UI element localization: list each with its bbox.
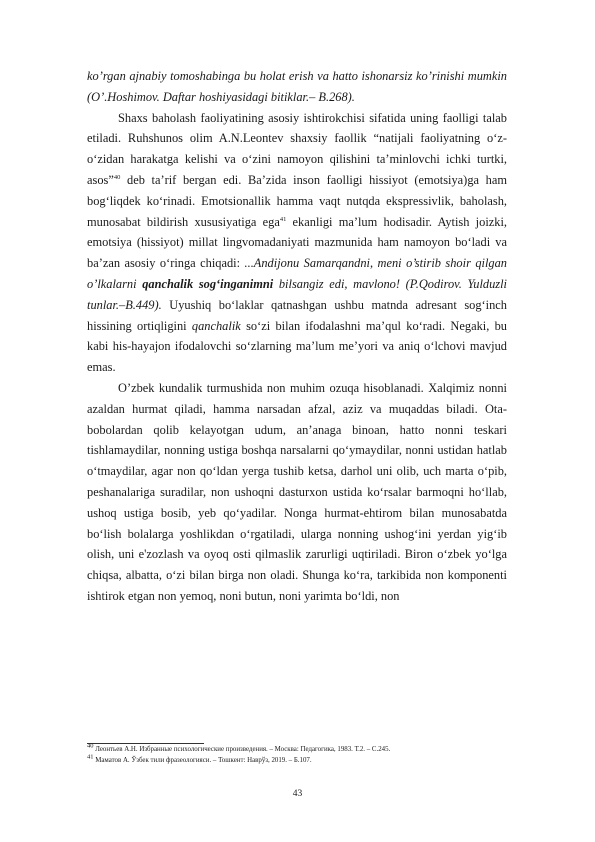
footnote-ref: 41 (279, 215, 287, 223)
text-run: so‘zi bilan ifodalashni ma’qul ko‘radi. Negaki, bu kabi his-hayajon ifodalovchi so‘zlarning ma’lum me’yori va aniq o‘lchovi mavjud emas. (87, 318, 507, 375)
footnote-ref: 40 (113, 173, 121, 181)
text-run: ekanligi ma’lum hodisadir. Aytish joizki, emotsiya (hissiyot) millat lingvomadaniyati mazmunida ham namoyon bo‘ladi va ba’zan asosiy o‘ringa chiqadi: (87, 214, 507, 271)
page-number: 43 (292, 789, 303, 799)
text-run: qanchalik sog‘inganimni (142, 276, 274, 291)
text-run: ...Andijonu Samarqandni, meni o’stirib shoir qilgan o’lkalarni (87, 256, 508, 291)
text-run: ko’rgan ajnabiy tomoshabinga bu holat erish va hatto ishonarsiz ko’rinishi mumkin (O’.Hoshimov. Daftar hoshiyasidagi bitiklar.– B.268). (87, 69, 507, 104)
text-run: qanchalik (191, 318, 241, 333)
text-run: Shaxs baholash faoliyatining asosiy ishtirokchisi sifatida uning faolligi talab etiladi. Ruhshunos olim A.N.Leontev shaxsiy faollik “natijali faoliyatning o‘z-o‘zidan harakatga kelishi va o‘zini namoyon qilishini ta’minlovchi ichki turtki, asos” (87, 110, 507, 187)
text-run: deb ta’rif bergan edi. Ba’zida inson faolligi hissiyot (emotsiya)ga ham bog‘liqdek ko‘rinadi. Emotsionallik hamma vaqt nutqda ekspressivlik, baholash, munosabat bildirish xususiyatiga ega (87, 172, 507, 229)
paragraph-quote-continuation (87, 66, 507, 108)
footnote-40: $^{40}$ Леонтьев А.Н. Избранные психологические произведения. – Москва: Педагогика, 1983. Т.2. – С.245. (87, 742, 391, 753)
paragraph-bread-tradition (87, 378, 507, 607)
text-run: Uyushiq bo‘laklar qatnashgan ushbu matnda adresant sog‘inch hissining ortiqligini (87, 297, 507, 333)
footnote-41: $^{41}$ Маматов А. Ўзбек тили фразеологияси. – Тошкент: Наврўз, 2019. – Б.107. (87, 753, 312, 764)
footnote-separator (87, 743, 204, 744)
text-run: bilsangiz edi, mavlono! (P.Qodirov. Yulduzli tunlar.–B.449). (87, 276, 507, 312)
page-body (87, 66, 507, 607)
text-run: O’zbek kundalik turmushida non muhim ozuqa hisoblanadi. Xalqimiz nonni azaldan hurmat qiladi, hamma narsadan afzal, aziz va muqaddas biladi. Ota-bobolardan qolib kelayotgan udum, an’anaga binoan, hatto nonni teskari tishlamaydilar, nonning ustiga boshqa narsalarni qo‘ymaydilar, nonni ustidan hatlab o‘tmaydilar, agar non qo‘ldan yerga tushib ketsa, darhol uni olib, uch marta o‘pib, peshanalariga suradilar, non ushoqni dasturxon ustida ko‘rsalar barmoqni ho‘llab, ushoq ustiga bosib, yeb qo‘yadilar. Nonga hurmat-ehtirom bilan munosabatda bo‘lish bolalarga yoshlikdan o‘rgatiladi, ularga nonning ushog‘ini yerdan yig‘ib olish, uni e'zozlash va oyoq osti qilmaslik zarurligi uqtiriladi. Biron o‘zbek yo‘lga chiqsa, albatta, o‘zi bilan birga non oladi. Shunga ko‘ra, tarkibida non komponenti ishtirok etgan non yemoq, noni butun, noni yarimta bo‘ldi, non (87, 380, 507, 603)
paragraph-activity-emotion (87, 108, 507, 378)
